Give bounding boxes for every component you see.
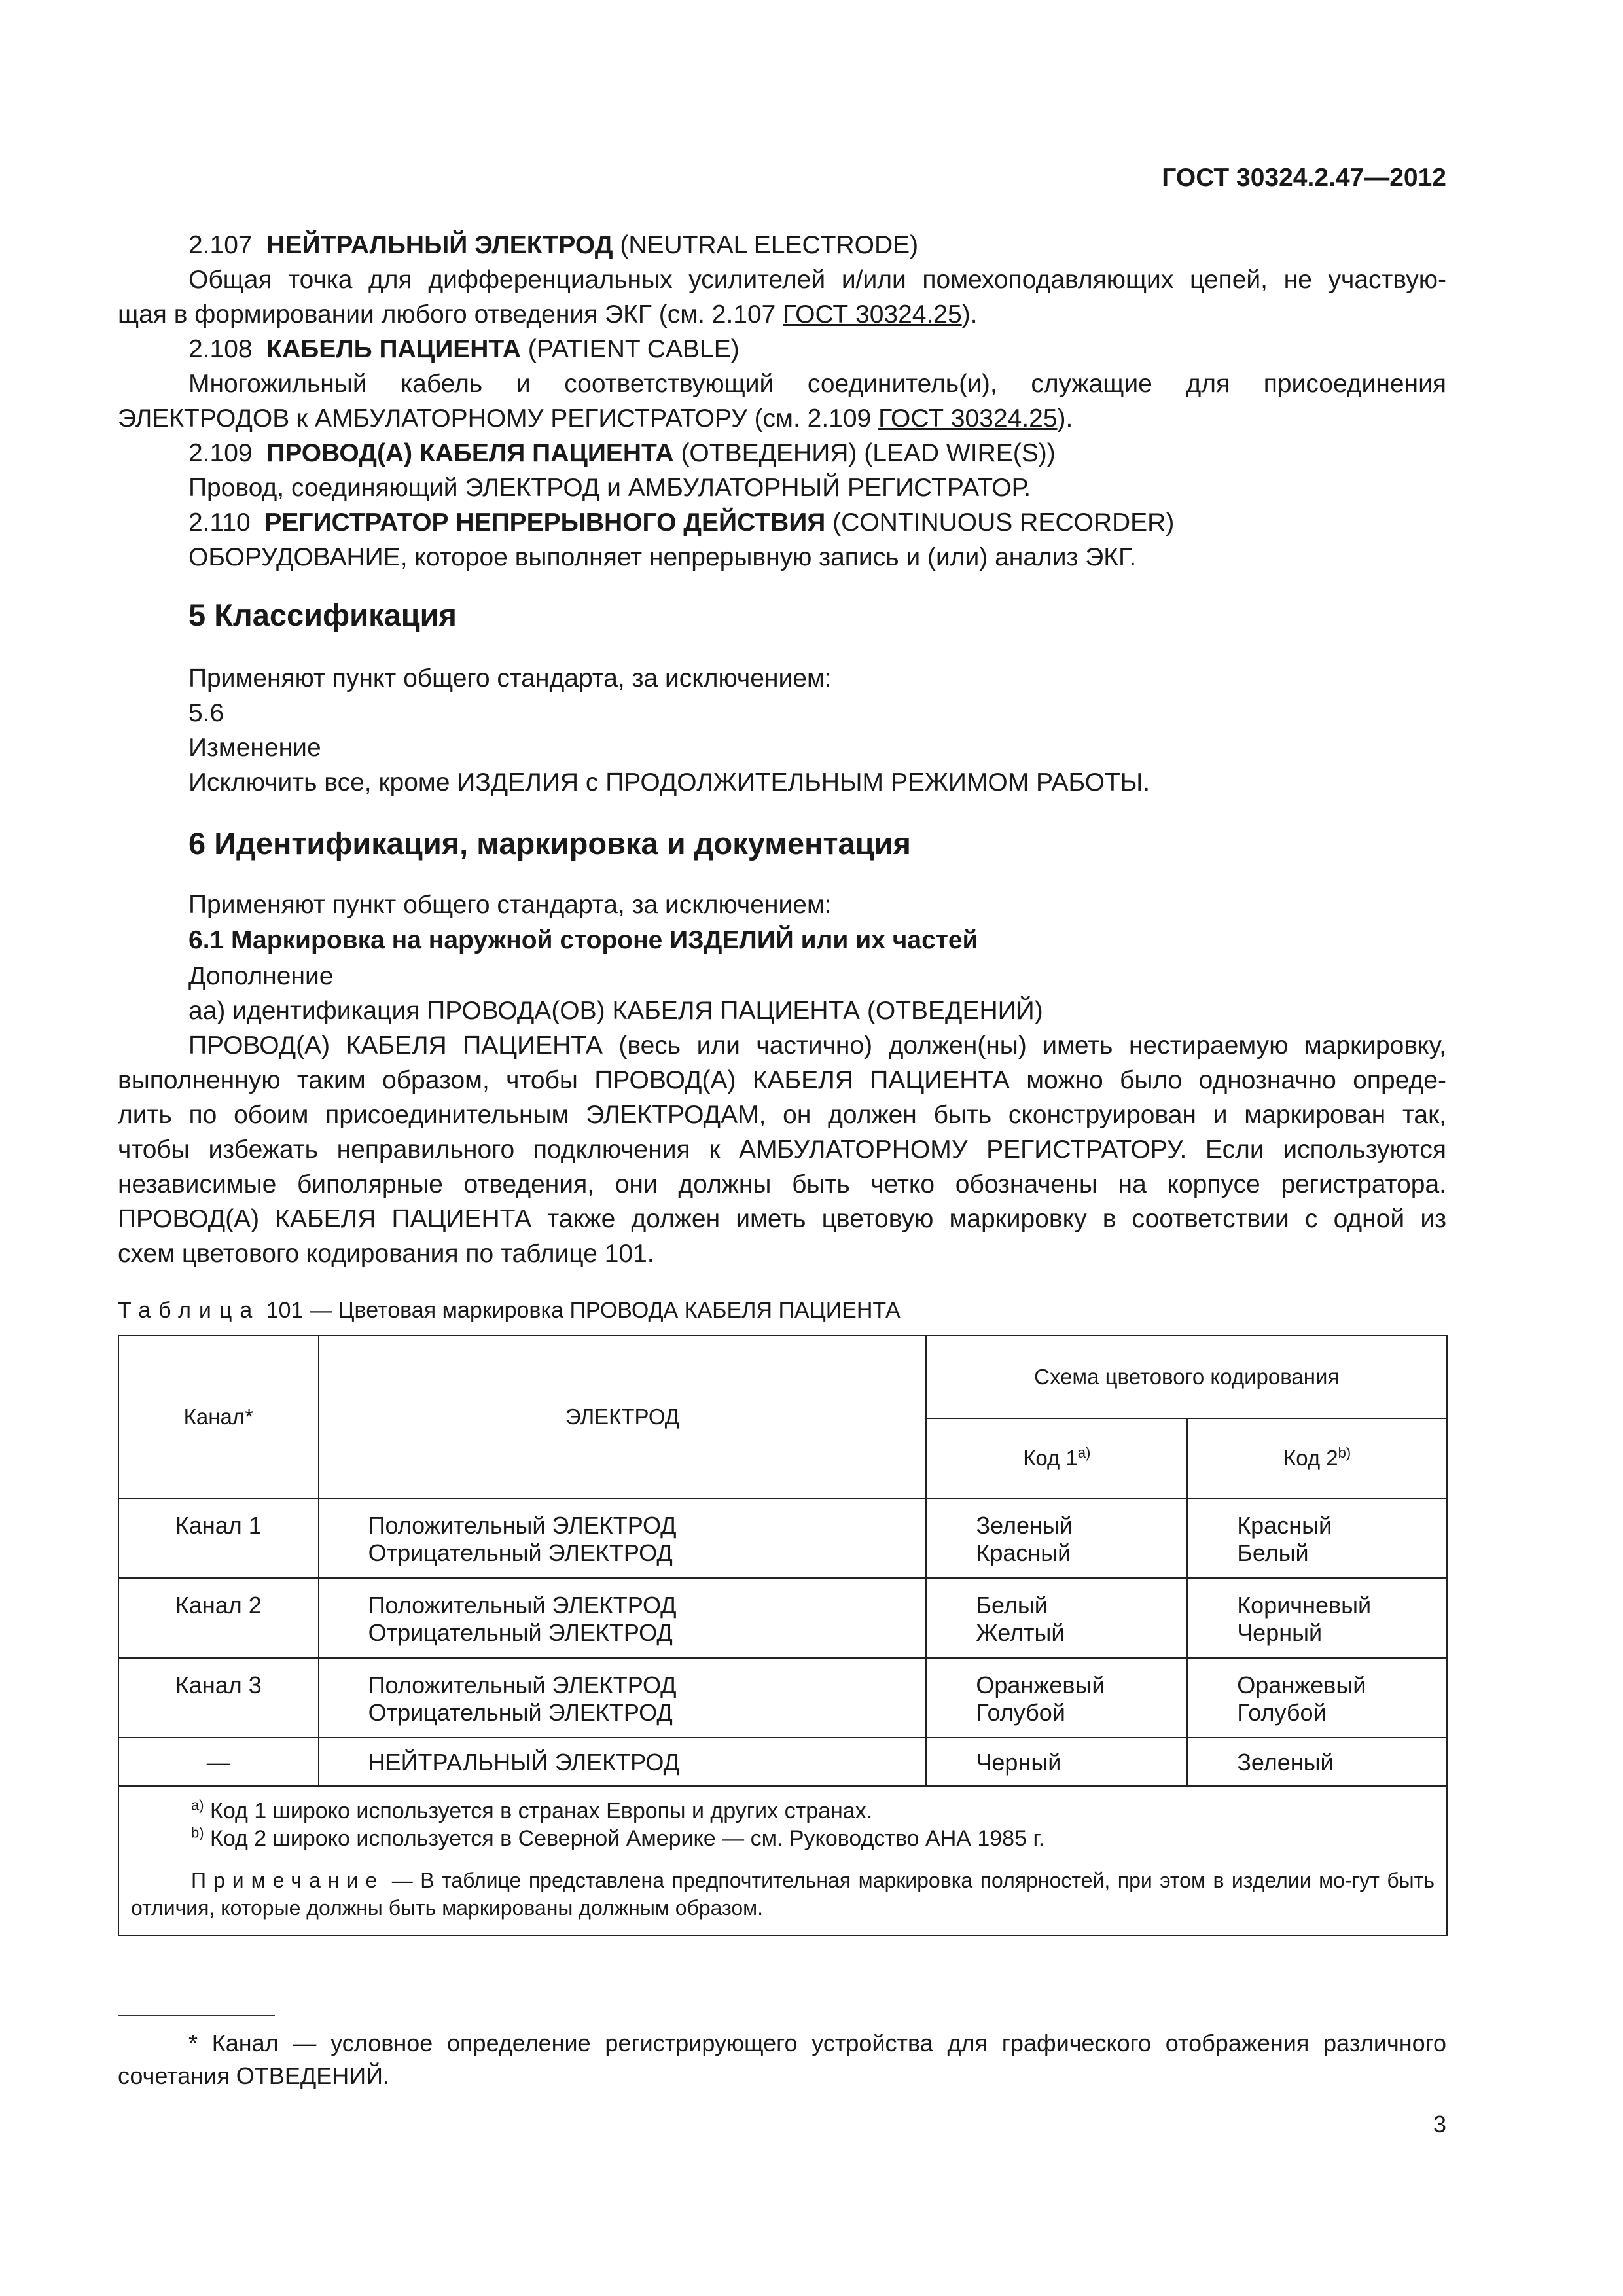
- page-number: 3: [1433, 2111, 1446, 2138]
- section-6-intro: Применяют пункт общего стандарта, за исключением:: [188, 891, 832, 919]
- section-6-1-para-line: схем цветового кодирования по таблице 101.: [118, 1240, 654, 1268]
- electrode-neutral: НЕЙТРАЛЬНЫЙ ЭЛЕКТРОД: [368, 1749, 679, 1776]
- color-coding-table: [118, 1335, 1448, 1936]
- section-5: [118, 598, 1446, 632]
- definition-2-107-text: Общая точка для дифференциальных усилителей и/или помехоподавляющих цепей, не участвую-: [188, 266, 1446, 294]
- page-footnote: [118, 2027, 1446, 2092]
- section-6-title: 6 Идентификация, маркировка и документация: [188, 826, 911, 861]
- table-row: [118, 1498, 1447, 1578]
- section-6-1-para-line: чтобы избежать неправильного подключения к АМБУЛАТОРНОМУ РЕГИСТРАТОРУ. Если используются: [118, 1136, 1446, 1164]
- code1-color: Желтый: [976, 1619, 1065, 1646]
- definition-2-110-title: 2.110 РЕГИСТРАТОР НЕПРЕРЫВНОГО ДЕЙСТВИЯ (CONTINUOUS RECORDER): [188, 509, 1175, 537]
- document-number: ГОСТ 30324.2.47—2012: [1162, 164, 1446, 192]
- code1-color: Голубой: [976, 1699, 1065, 1726]
- header-electrode: ЭЛЕКТРОД: [319, 1336, 927, 1498]
- table-footnote-b: $^{b)}$ Код 2 широко используется в Северной Америке — см. Руководство АНА 1985 г.: [191, 1824, 1045, 1851]
- electrode-negative: Отрицательный ЭЛЕКТРОД: [368, 1539, 673, 1566]
- code2-color: Белый: [1237, 1539, 1309, 1566]
- code2-color: Красный: [1237, 1512, 1332, 1539]
- definition-2-109-text: Провод, соединяющий ЭЛЕКТРОД и АМБУЛАТОРНЫЙ РЕГИСТРАТОР.: [188, 474, 1031, 502]
- section-6-1-para-line: лить по обоим присоединительным ЭЛЕКТРОДАМ, он должен быть сконструирован и маркирован так,: [118, 1101, 1446, 1129]
- header-scheme: Схема цветового кодирования: [926, 1336, 1447, 1418]
- page-footnote-line: * Канал — условное определение регистрирующего устройства для графического отображения различного: [188, 2030, 1446, 2056]
- ref-gost-30324-25[interactable]: ГОСТ 30324.25: [878, 404, 1058, 433]
- channel-cell: Канал 1: [175, 1512, 262, 1539]
- ref-gost-30324-25[interactable]: ГОСТ 30324.25: [783, 300, 962, 329]
- section-6-body: [118, 888, 1446, 1271]
- electrode-positive: Положительный ЭЛЕКТРОД: [368, 1592, 677, 1619]
- channel-cell: —: [206, 1749, 230, 1776]
- code2-color: Голубой: [1237, 1699, 1327, 1726]
- page-footnote-line: сочетания ОТВЕДЕНИЙ.: [118, 2062, 389, 2089]
- section-5-text: Исключить все, кроме ИЗДЕЛИЯ с ПРОДОЛЖИТЕЛЬНЫМ РЕЖИМОМ РАБОТЫ.: [188, 768, 1150, 797]
- section-5-intro: Применяют пункт общего стандарта, за исключением:: [188, 664, 832, 692]
- table-caption: [118, 1298, 901, 1323]
- code2-color: Коричневый: [1237, 1592, 1372, 1619]
- footnote-separator: [118, 2015, 275, 2016]
- header-code-1: Код $1^{а)}$: [926, 1418, 1187, 1498]
- code1-color: Оранжевый: [976, 1672, 1105, 1698]
- section-5-body: [118, 661, 1446, 800]
- table-note: Примечание — В таблице представлена предпочтительная маркировка полярностей, при этом в изделии мо-гут быть отличия, которые должны быть маркированы должным образом.: [131, 1869, 1435, 1920]
- table-caption-label: Таблица: [118, 1298, 260, 1323]
- definition-2-108-text: Многожильный кабель и соответствующий соединитель(и), служащие для присоединения: [188, 370, 1446, 398]
- code1-color: Красный: [976, 1539, 1071, 1566]
- section-5-title: 5 Классификация: [188, 598, 457, 632]
- code2-color: Зеленый: [1237, 1749, 1334, 1776]
- electrode-negative: Отрицательный ЭЛЕКТРОД: [368, 1699, 673, 1726]
- section-6: [118, 826, 1446, 861]
- electrode-positive: Положительный ЭЛЕКТРОД: [368, 1512, 677, 1539]
- section-5-change: Изменение: [188, 734, 321, 762]
- table-footnote-a: $^{а)}$ Код 1 широко используется в странах Европы и других странах.: [191, 1797, 873, 1823]
- section-6-1-para-line: независимые биполярные отведения, они должны быть четко обозначены на корпусе регистратора.: [118, 1170, 1446, 1198]
- definition-2-109-title: 2.109 ПРОВОД(А) КАБЕЛЯ ПАЦИЕНТА (ОТВЕДЕНИЯ) (LEAD WIRE(S)): [188, 439, 1056, 467]
- definition-2-107-title: 2.107 НЕЙТРАЛЬНЫЙ ЭЛЕКТРОД (NEUTRAL ELECTRODE): [188, 231, 919, 259]
- electrode-positive: Положительный ЭЛЕКТРОД: [368, 1672, 677, 1698]
- section-6-1-item-aa: аа) идентификация ПРОВОДА(ОВ) КАБЕЛЯ ПАЦИЕНТА (ОТВЕДЕНИЙ): [188, 997, 1043, 1025]
- table-caption-text: 101 — Цветовая маркировка ПРОВОДА КАБЕЛЯ ПАЦИЕНТА: [266, 1298, 901, 1323]
- definition-2-110-text: ОБОРУДОВАНИЕ, которое выполняет непрерывную запись и (или) анализ ЭКГ.: [188, 543, 1137, 571]
- section-6-1-addition: Дополнение: [188, 962, 334, 990]
- section-6-1-para-line: ПРОВОД(А) КАБЕЛЯ ПАЦИЕНТА также должен иметь цветовую маркировку в соответствии с одной из: [118, 1205, 1446, 1233]
- header-channel: Канал*: [118, 1336, 319, 1498]
- table-row: [118, 1578, 1447, 1658]
- code2-color: Черный: [1237, 1619, 1323, 1646]
- definitions-block: [118, 228, 1446, 575]
- section-6-1-title: 6.1 Маркировка на наружной стороне ИЗДЕЛИЙ или их частей: [188, 926, 978, 954]
- electrode-negative: Отрицательный ЭЛЕКТРОД: [368, 1619, 673, 1646]
- code1-color: Зеленый: [976, 1512, 1073, 1539]
- code1-color: Черный: [976, 1749, 1061, 1776]
- code2-color: Оранжевый: [1237, 1672, 1366, 1698]
- section-5-item: 5.6: [188, 699, 224, 727]
- header-code-2: Код 2$^{b)}$: [1187, 1418, 1447, 1498]
- table-row: [118, 1738, 1447, 1786]
- channel-cell: Канал 3: [175, 1672, 262, 1698]
- channel-cell: Канал 2: [175, 1592, 262, 1619]
- definition-2-108-title: 2.108 КАБЕЛЬ ПАЦИЕНТА (PATIENT CABLE): [188, 335, 740, 363]
- definition-2-108-text-cont: ЭЛЕКТРОДОВ к АМБУЛАТОРНОМУ РЕГИСТРАТОРУ (см. 2.109 ГОСТ 30324.25).: [118, 404, 1073, 433]
- table-row: [118, 1658, 1447, 1738]
- code1-color: Белый: [976, 1592, 1048, 1619]
- definition-2-107-text-cont: щая в формировании любого отведения ЭКГ (см. 2.107 ГОСТ 30324.25).: [118, 300, 978, 329]
- section-6-1-para-line: ПРОВОД(А) КАБЕЛЯ ПАЦИЕНТА (весь или частично) должен(ны) иметь нестираемую маркировку,: [188, 1031, 1446, 1060]
- table-footer-row: [118, 1786, 1447, 1935]
- section-6-1-para-line: выполненную таким образом, чтобы ПРОВОД(А) КАБЕЛЯ ПАЦИЕНТА можно было однозначно опреде-: [118, 1066, 1446, 1094]
